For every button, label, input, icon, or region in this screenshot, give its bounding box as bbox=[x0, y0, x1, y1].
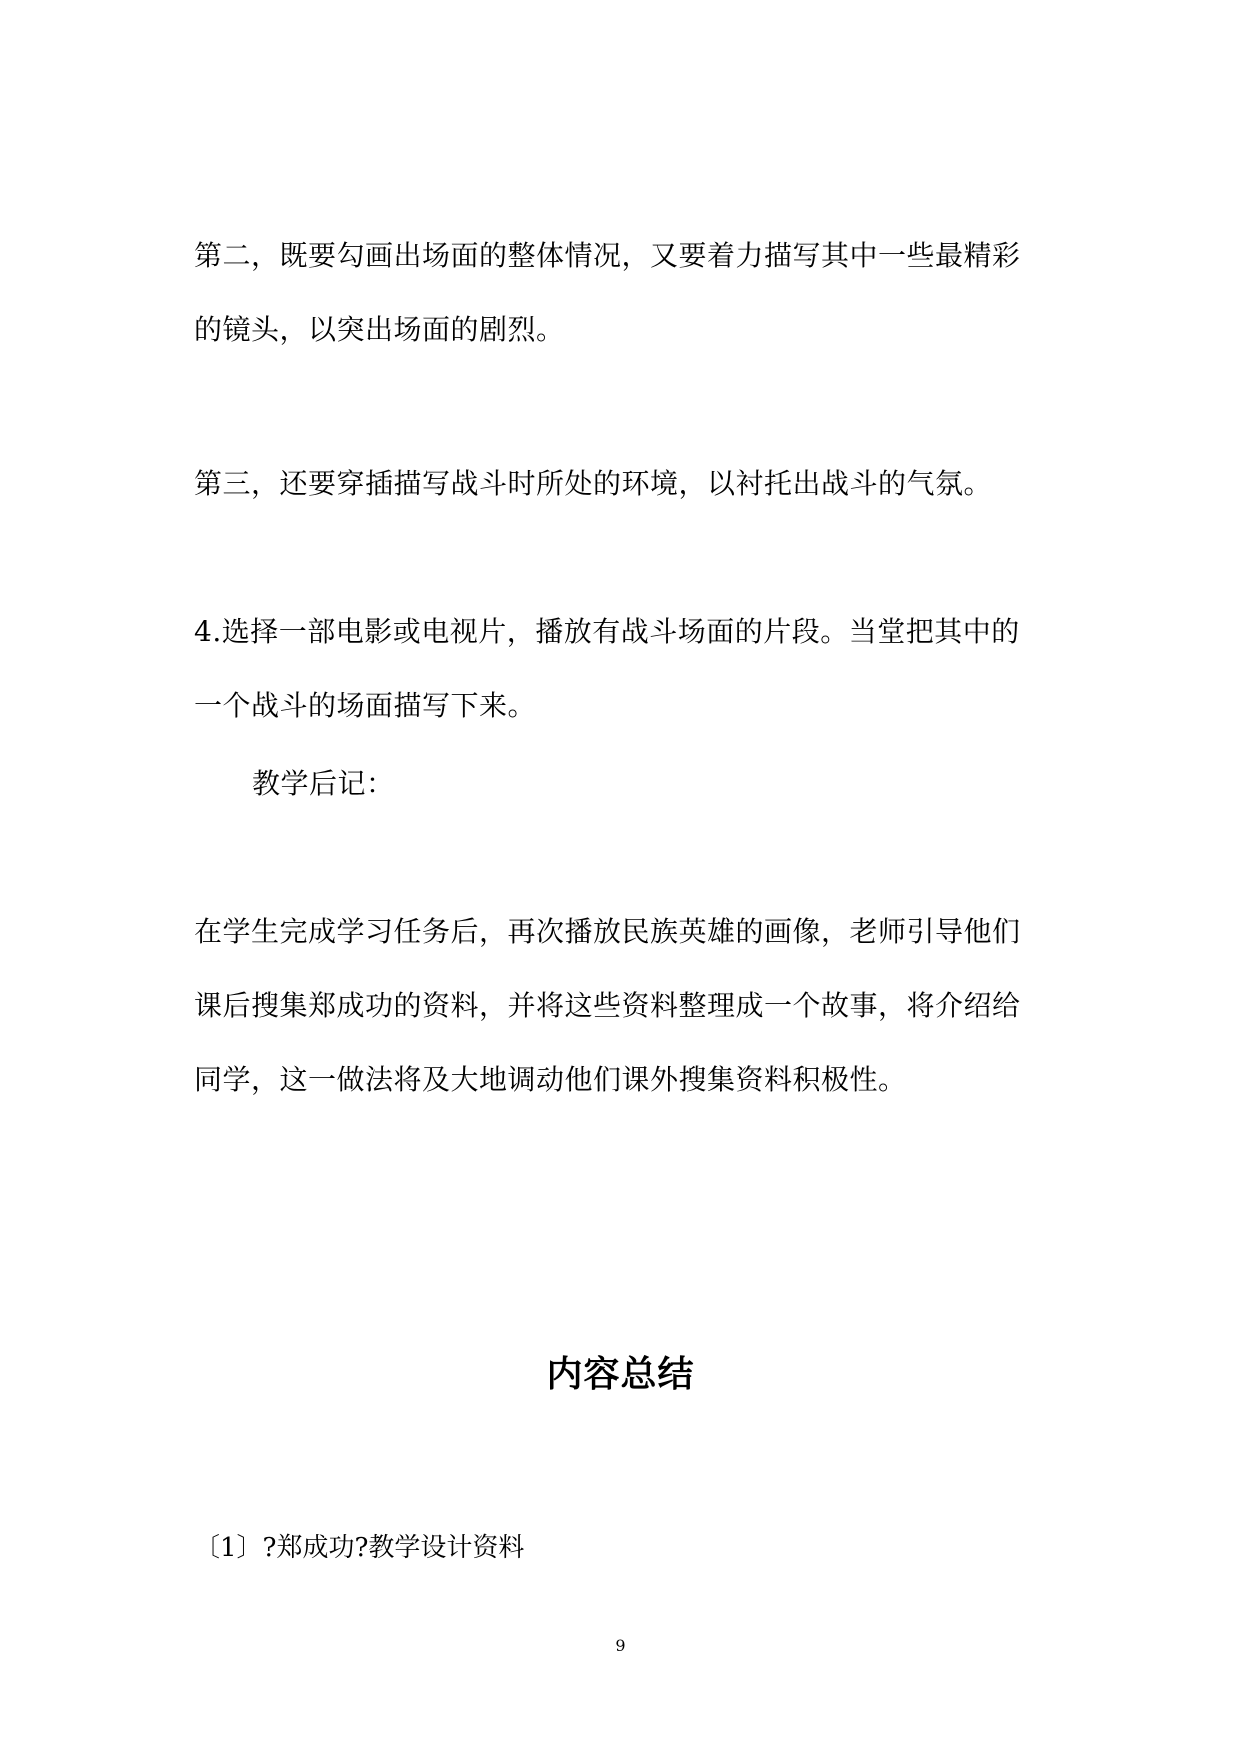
notes-paragraph-line-2: 课后搜集郑成功的资料，并将这些资料整理成一个故事，将介绍给 bbox=[194, 989, 1021, 1022]
paragraph-3-line-1: 第三，还要穿插描写战斗时所处的环境，以衬托出战斗的气氛。 bbox=[194, 467, 993, 500]
teaching-notes-heading: 教学后记： bbox=[252, 767, 395, 800]
paragraph-4-line-1: 4.选择一部电影或电视片，播放有战斗场面的片段。当堂把其中的 bbox=[194, 615, 1020, 648]
paragraph-2-line-2: 的镜头，以突出场面的剧烈。 bbox=[194, 313, 565, 346]
paragraph-2-line-1: 第二，既要勾画出场面的整体情况，又要着力描写其中一些最精彩 bbox=[194, 239, 1021, 272]
summary-title: 内容总结 bbox=[546, 1354, 695, 1395]
paragraph-4-line-2: 一个战斗的场面描写下来。 bbox=[194, 689, 537, 722]
page-number: 9 bbox=[615, 1636, 626, 1655]
notes-paragraph-line-1: 在学生完成学习任务后，再次播放民族英雄的画像，老师引导他们 bbox=[194, 915, 1021, 948]
notes-paragraph-line-3: 同学，这一做法将及大地调动他们课外搜集资料积极性。 bbox=[194, 1063, 907, 1096]
summary-item: 〔1〕?郑成功?教学设计资料 bbox=[194, 1533, 525, 1563]
